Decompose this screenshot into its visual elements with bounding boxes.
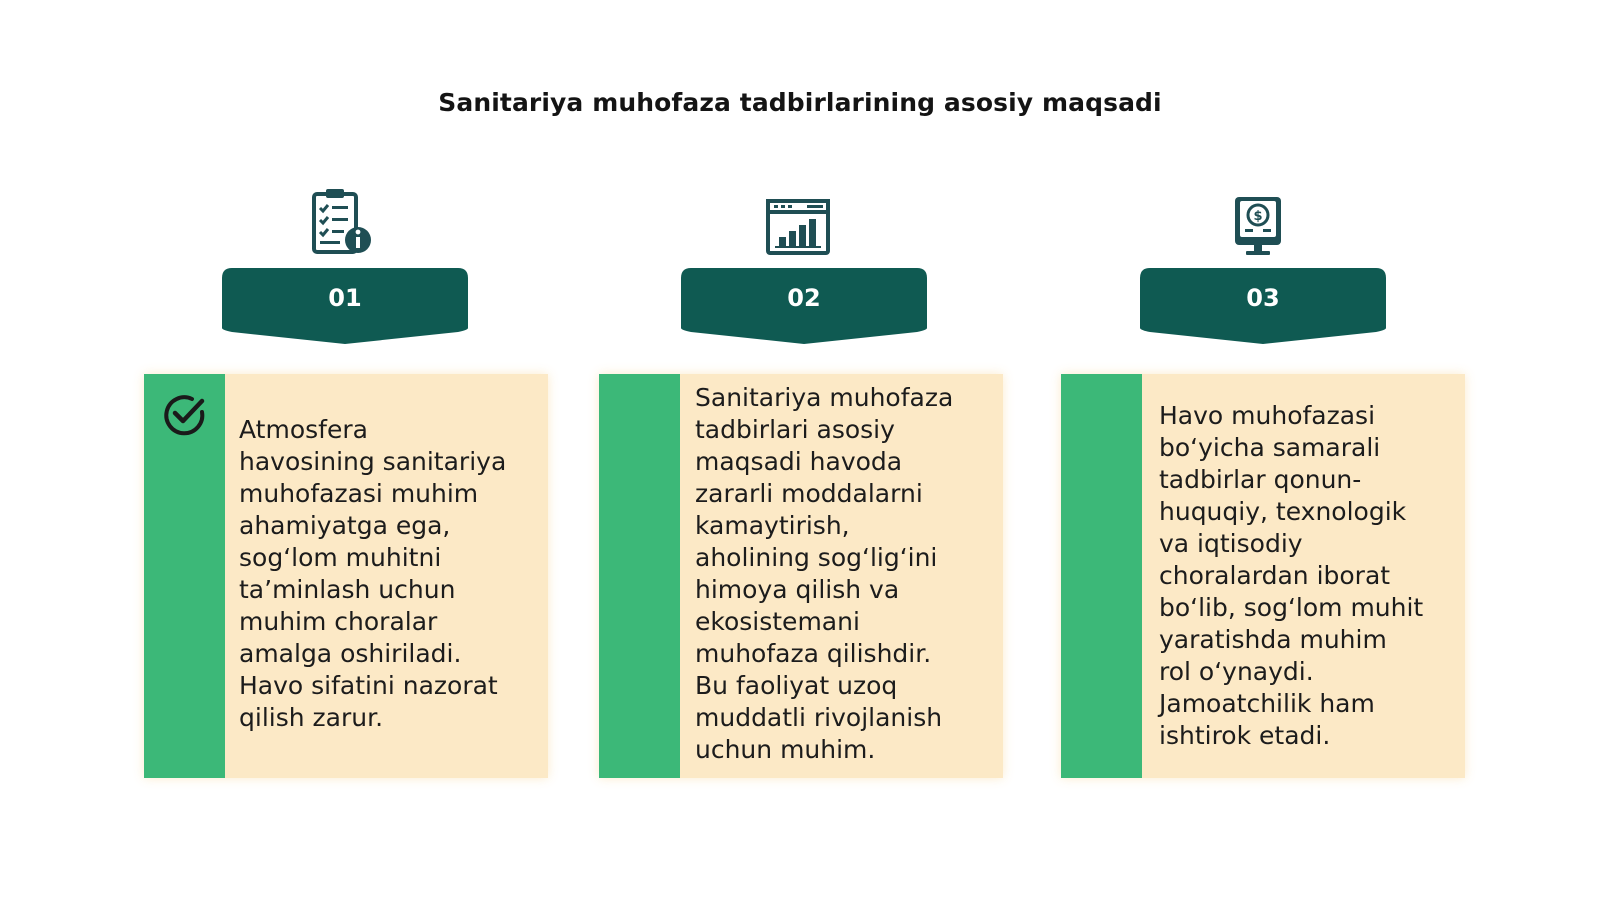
card-accent-bar — [1061, 374, 1142, 778]
card-line: havosining sanitariya — [239, 447, 507, 476]
card-line: Havo sifatini nazorat — [239, 671, 498, 700]
card-text — [1159, 400, 1423, 752]
card-line: ekosistemani — [695, 607, 860, 636]
card-line: sog‘lom muhitni — [239, 543, 442, 572]
card-line: bo‘lib, sog‘lom muhit — [1159, 593, 1424, 622]
card-line: Jamoatchilik ham — [1159, 689, 1375, 718]
card-line: tadbirlar qonun- — [1159, 465, 1362, 494]
card-line: amalga oshiriladi. — [239, 639, 462, 668]
card-line: zararli moddalarni — [695, 479, 923, 508]
card-line: ta’minlash uchun — [239, 575, 456, 604]
card-line: qilish zarur. — [239, 703, 384, 732]
card-line: Havo muhofazasi — [1159, 401, 1376, 430]
card-line: aholining sog‘lig‘ini — [695, 543, 938, 572]
card-line: ishtirok etadi. — [1159, 721, 1331, 750]
step-number: 03 — [1246, 284, 1280, 312]
card-line: rol o‘ynaydi. — [1159, 657, 1314, 686]
step-number: 01 — [328, 284, 362, 312]
dashboard-bar-chart-icon — [765, 193, 835, 263]
card-line: uchun muhim. — [695, 735, 876, 764]
card-1 — [144, 374, 548, 778]
step-banner-03 — [1140, 268, 1386, 348]
svg-text:$: $ — [1253, 209, 1263, 224]
check-circle-icon — [162, 392, 208, 438]
card-line: kamaytirish, — [695, 511, 850, 540]
card-text — [239, 414, 506, 734]
card-line: va iqtisodiy — [1159, 529, 1303, 558]
card-3 — [1061, 374, 1465, 778]
card-line: muhim choralar — [239, 607, 438, 636]
card-line: Atmosfera — [239, 415, 368, 444]
card-2 — [599, 374, 1003, 778]
card-line: Bu faoliyat uzoq — [695, 671, 898, 700]
card-accent-bar — [599, 374, 680, 778]
card-line: muhofazasi muhim — [239, 479, 479, 508]
step-banner-02 — [681, 268, 927, 348]
card-line: choralardan iborat — [1159, 561, 1391, 590]
card-text — [695, 382, 953, 766]
card-line: bo‘yicha samarali — [1159, 433, 1381, 462]
card-line: maqsadi havoda — [695, 447, 903, 476]
page-title: Sanitariya muhofaza tadbirlarining asosiy maqsadi — [438, 88, 1162, 117]
card-line: tadbirlari asosiy — [695, 415, 895, 444]
card-line: muddatli rivojlanish — [695, 703, 943, 732]
step-number: 02 — [787, 284, 821, 312]
card-line: himoya qilish va — [695, 575, 900, 604]
card-line: ahamiyatga ega, — [239, 511, 451, 540]
monitor-dollar-icon — [1227, 193, 1297, 263]
card-line: huquqiy, texnologik — [1159, 497, 1407, 526]
card-line: Sanitariya muhofaza — [695, 383, 954, 412]
card-line: yaratishda muhim — [1159, 625, 1387, 654]
clipboard-checklist-info-icon — [308, 188, 378, 258]
step-banner-01 — [222, 268, 468, 348]
card-line: muhofaza qilishdir. — [695, 639, 932, 668]
